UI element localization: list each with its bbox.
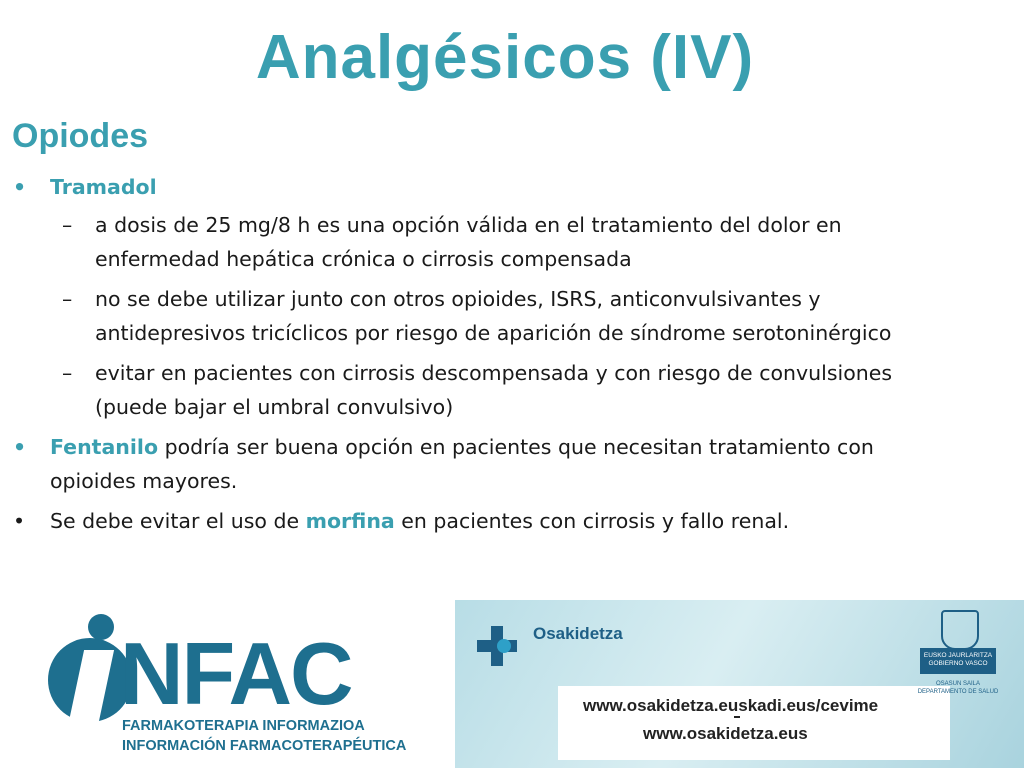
- sub-bullet-line: (puede bajar el umbral convulsivo): [95, 395, 454, 419]
- dash-marker: –: [62, 287, 73, 311]
- sub-bullet-interacciones: [0, 282, 1024, 350]
- gv-line: GOBIERNO VASCO: [928, 660, 988, 667]
- dash-marker: –: [62, 361, 73, 385]
- gobierno-vasco-dept: [917, 680, 999, 696]
- osakidetza-cross-icon: [477, 626, 517, 666]
- infac-dot-icon: [88, 614, 114, 640]
- bullet-text: Se debe evitar el uso de: [50, 509, 306, 533]
- infac-logo-text: NFAC: [120, 624, 352, 723]
- section-subtitle: Opiodes: [12, 117, 149, 155]
- infac-tagline-spanish: INFORMACIÓN FARMACOTERAPÉUTICA: [122, 738, 407, 754]
- sub-bullet-dosis: [0, 208, 1024, 276]
- bullet-text: podría ser buena opción en pacientes que necesitan tratamiento con: [158, 435, 874, 459]
- osakidetza-banner: [455, 600, 1024, 768]
- sub-bullet-line: antidepresivos tricíclicos por riesgo de aparición de síndrome serotoninérgico: [95, 321, 892, 345]
- bullet-line: [50, 504, 1024, 538]
- sub-bullet-line: no se debe utilizar junto con otros opioides, ISRS, anticonvulsivantes y: [95, 287, 821, 311]
- sub-bullet-line: enfermedad hepática crónica o cirrosis compensada: [95, 247, 632, 271]
- osakidetza-url[interactable]: www.osakidetza.eus: [643, 724, 808, 743]
- slide-title: Analgésicos (IV): [255, 23, 755, 92]
- bullet-marker: •: [13, 175, 27, 199]
- gv-line: EUSKO JAURLARITZA: [923, 652, 993, 659]
- bullet-marker: •: [13, 509, 26, 533]
- cevime-url[interactable]: www.osakidetza.euskadi.eus/cevime: [583, 696, 879, 715]
- dash-marker: –: [62, 213, 73, 237]
- bullet-line: [50, 430, 1024, 464]
- bullet-marker: •: [13, 435, 27, 459]
- fentanilo-highlight: Fentanilo: [50, 435, 159, 459]
- morfina-highlight: morfina: [305, 509, 395, 533]
- bullet-line: opioides mayores.: [50, 469, 238, 493]
- gv-dept-line: OSASUN SAILA: [935, 681, 980, 687]
- gobierno-vasco-seal-icon: [941, 610, 979, 650]
- footer: [0, 600, 1024, 768]
- url-separator: [734, 716, 740, 718]
- sub-bullet-evitar: [0, 356, 1024, 424]
- osakidetza-name: Osakidetza: [533, 624, 623, 643]
- bullet-fentanilo: [0, 430, 1024, 498]
- bullet-tramadol: [0, 170, 1024, 204]
- bullet-morfina: [0, 504, 1024, 538]
- sub-bullet-line: evitar en pacientes con cirrosis descompensada y con riesgo de convulsiones: [95, 361, 893, 385]
- infac-tagline-basque: FARMAKOTERAPIA INFORMAZIOA: [122, 718, 365, 734]
- bullet-text: en pacientes con cirrosis y fallo renal.: [394, 509, 790, 533]
- slide-content: [0, 170, 1024, 538]
- tramadol-label: Tramadol: [50, 175, 157, 199]
- sub-bullet-line: a dosis de 25 mg/8 h es una opción válida en el tratamiento del dolor en: [95, 213, 842, 237]
- infac-logo: [40, 600, 430, 768]
- gobierno-vasco-box: [920, 648, 996, 674]
- gv-dept-line: DEPARTAMENTO DE SALUD: [917, 689, 999, 695]
- url-box: [558, 686, 950, 760]
